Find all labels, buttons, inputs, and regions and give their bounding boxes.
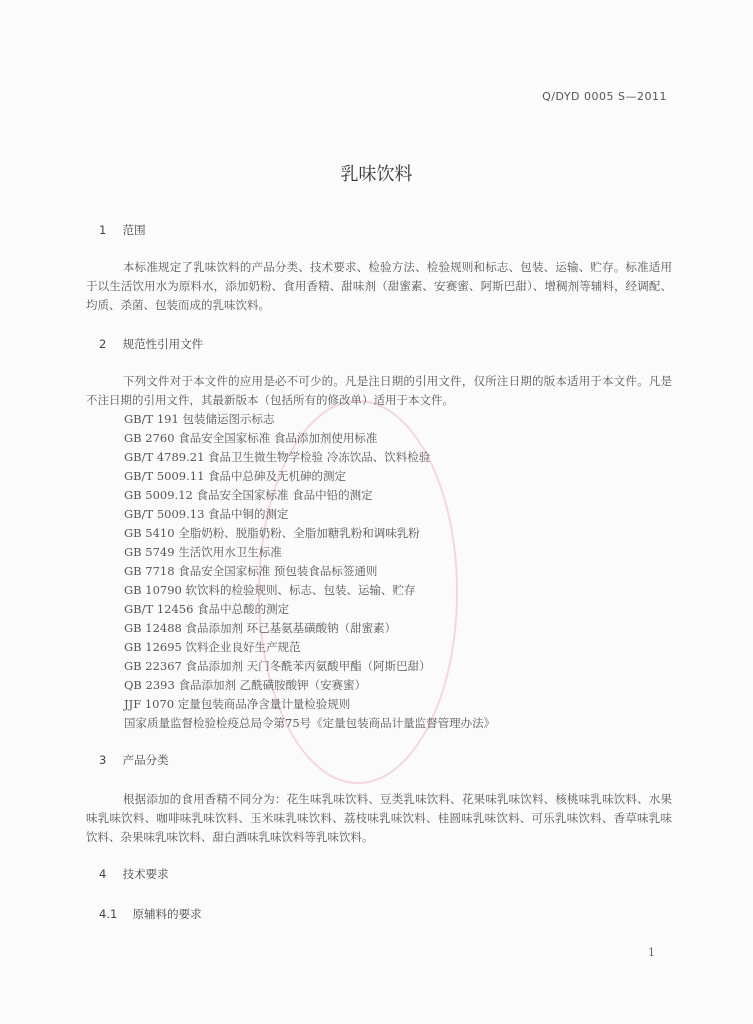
reference-item: GB 7718 食品安全国家标准 预包装食品标签通则 (124, 564, 378, 578)
section-title: 技术要求 (122, 867, 169, 881)
reference-item: GB/T 191 包装储运图示标志 (124, 412, 275, 426)
section-heading-4 (99, 866, 169, 882)
reference-item: GB 5009.12 食品安全国家标准 食品中铅的测定 (124, 488, 373, 502)
section-number: 3 (99, 753, 107, 767)
reference-item: GB/T 5009.11 食品中总砷及无机砷的测定 (124, 469, 347, 483)
section-title: 产品分类 (122, 753, 169, 767)
page-number: 1 (648, 946, 655, 959)
section-title: 范围 (122, 223, 146, 237)
reference-item: GB/T 5009.13 食品中铜的测定 (124, 507, 289, 521)
document-code: Q/DYD 0005 S—2011 (542, 90, 667, 103)
document-title: 乳味饮料 (340, 164, 413, 185)
reference-item: GB 5749 生活饮用水卫生标准 (124, 545, 282, 559)
section-number: 4 (99, 867, 107, 881)
section-number: 4.1 (99, 907, 118, 921)
reference-item: GB 12488 食品添加剂 环己基氨基磺酸钠（甜蜜素） (124, 621, 397, 635)
reference-item: GB 12695 饮料企业良好生产规范 (124, 640, 301, 654)
reference-item: QB 2393 食品添加剂 乙酰磺胺酸钾（安赛蜜） (124, 678, 367, 692)
section-heading-1 (99, 222, 146, 238)
reference-item: GB 5410 全脂奶粉、脱脂奶粉、全脂加糖乳粉和调味乳粉 (124, 526, 420, 540)
reference-item: 国家质量监督检验检疫总局令第75号《定量包装商品计量监督管理办法》 (124, 716, 496, 730)
section-heading-2 (99, 336, 203, 352)
section-2-paragraph: 下列文件对于本文件的应用是必不可少的。凡是注日期的引用文件，仅所注日期的版本适用于本文件。凡是不注日期的引用文件，其最新版本（包括所有的修改单）适用于本文件。 (86, 374, 672, 407)
section-title: 规范性引用文件 (122, 337, 204, 351)
section-1-paragraph: 本标准规定了乳味饮料的产品分类、技术要求、检验方法、检验规则和标志、包装、运输、贮存。标准适用于以生活饮用水为原料水，添加奶粉、食用香精、甜味剂（甜蜜素、安赛蜜、阿斯巴甜）、增稠剂等辅料，经调配、均质、杀菌、包装而成的乳味饮料。 (86, 260, 672, 312)
reference-item: GB 2760 食品安全国家标准 食品添加剂使用标准 (124, 431, 378, 445)
reference-item: GB 22367 食品添加剂 天门冬酰苯丙氨酸甲酯（阿斯巴甜） (124, 659, 431, 673)
reference-item: GB 10790 软饮料的检验规则、标志、包装、运输、贮存 (124, 583, 416, 597)
reference-item: GB/T 4789.21 食品卫生微生物学检验 冷冻饮品、饮料检验 (124, 450, 431, 464)
reference-item: GB/T 12456 食品中总酸的测定 (124, 602, 290, 616)
reference-item: JJF 1070 定量包装商品净含量计量检验规则 (124, 697, 351, 711)
section-3-paragraph: 根据添加的食用香精不同分为：花生味乳味饮料、豆类乳味饮料、花果味乳味饮料、核桃味乳味饮料、水果味乳味饮料、咖啡味乳味饮料、玉米味乳味饮料、荔枝味乳味饮料、桂圆味乳味饮料、可乐乳味饮料、香草味乳味饮料、杂果味乳味饮料、甜白酒味乳味饮料等乳味饮料。 (86, 792, 672, 844)
section-title: 原辅料的要求 (132, 907, 202, 921)
section-heading-3 (99, 752, 169, 768)
section-number: 2 (99, 337, 107, 351)
section-number: 1 (99, 223, 107, 237)
normative-references-list (124, 410, 495, 733)
section-heading-4-1 (99, 906, 202, 922)
